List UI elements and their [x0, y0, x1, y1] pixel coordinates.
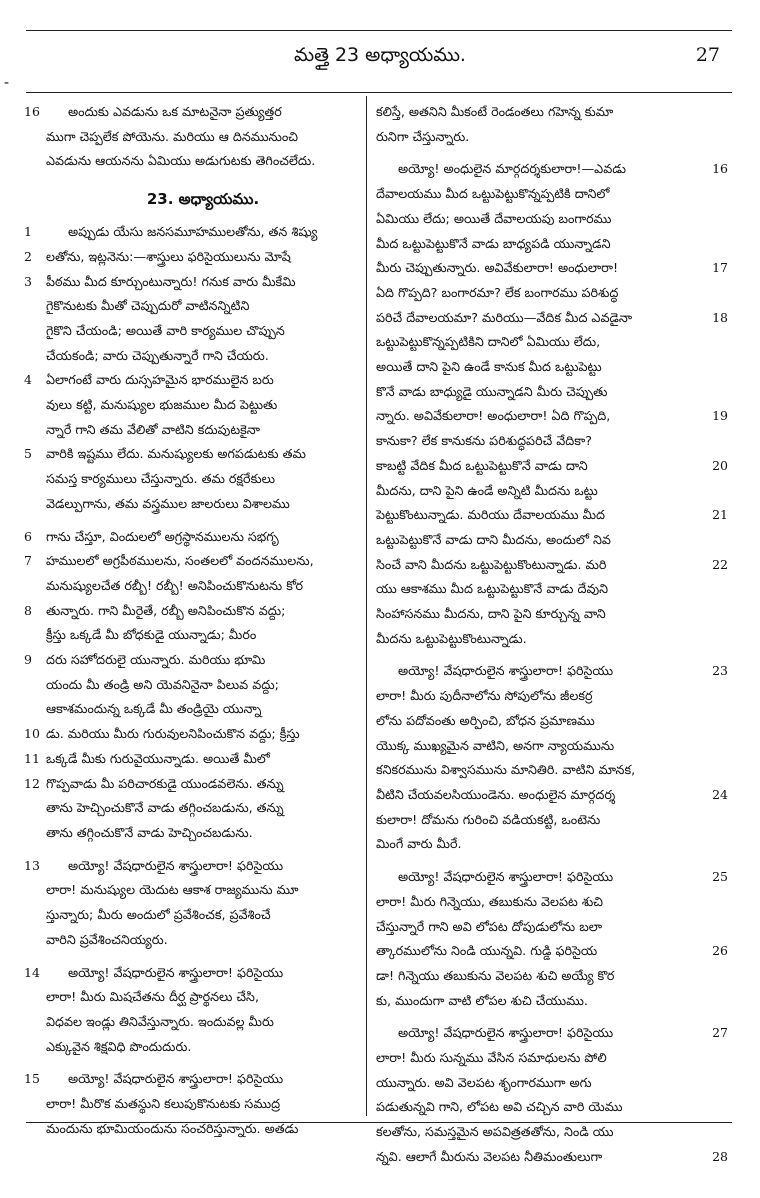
text-line: మనుష్యులచేత రబ్బీ! రబ్బీ! అనిపించుకొనుటను కోర [46, 577, 304, 593]
text-line: ఒట్టుపెట్టుకొనే వాడు దాని మీదను, అందులో నివ [376, 531, 611, 547]
text-line [24, 961, 360, 986]
text-line: వెడల్పుగాను, తమ వస్త్రముల జాలరులు విశాలము [46, 495, 290, 511]
verse-number: 4 [24, 372, 32, 388]
line-text: పెట్టుకొంటున్నాడు. మరియు దేవాలయము మీద [376, 507, 605, 523]
verse-number: 17 [712, 260, 728, 276]
line-text: వారికి ఇష్టము లేదు. మనుష్యులకు అగపడుటకు తమ [46, 446, 306, 462]
line-text: అప్పుడు యేసు జనసమూహములతోను, తన శిష్యు [68, 224, 318, 240]
line-text: మీరు చెప్పుతున్నారు. అవివేకులారా! అంధులారా! [376, 260, 619, 276]
verse-number: 22 [712, 556, 728, 572]
header-bottom-rule [26, 92, 732, 93]
left-margin-mark: - [4, 75, 10, 91]
text-line: వారిని ప్రవేశించనియ్యరు. [46, 931, 168, 947]
line-text: అయ్యో! వేషధారులైన శాస్త్రులారా! ఫరిసైయు [68, 1071, 284, 1087]
text-line [24, 245, 360, 270]
paragraph [24, 220, 360, 516]
text-line: కానుకా? లేక కానుకను పరిశుద్ధపరిచే వేదికా? [376, 433, 592, 449]
line-text: డు. మరియు మీరు గురువులనిపించుకొన వద్దు; క్రీస్తు [46, 726, 300, 742]
text-line [24, 549, 360, 574]
text-line: గైకొని చేయండి; అయితే వారి కార్యముల చొప్పున [46, 322, 285, 338]
right-column [376, 100, 728, 1178]
text-line [376, 503, 728, 528]
verse-number: 25 [712, 869, 728, 885]
paragraph [24, 1067, 360, 1141]
text-line [376, 783, 728, 808]
text-line: యందు మీ తండ్రి అని యెవనినైనా పిలువ వద్దు; [46, 676, 279, 692]
verse-number: 26 [712, 943, 728, 959]
text-line [376, 157, 728, 182]
column-divider [366, 96, 367, 1116]
text-line: లారా! మీరు మిషచేతను దీర్ఘ ప్రార్థనలు చేసి, [46, 989, 259, 1005]
text-line: అయితే దాని పైని ఉండే కానుక మీద ఒట్టుపెట్టు [376, 359, 602, 375]
line-text: అయ్యో! వేషధారులైన శాస్త్రులారా! ఫరిసైయు [398, 663, 614, 679]
text-line: న్నారే గాని తమ వేలితో వాటిని కదుపుటకైనా [46, 421, 260, 437]
text-line: చేస్తున్నారే గాని అవి లోపట దోపుడులోను బలా [376, 918, 603, 934]
text-line: దేవాలయము మీద ఒట్టుపెట్టుకొన్నప్పటికి దానిలో [376, 186, 610, 202]
verse-number: 19 [712, 408, 728, 424]
text-line [376, 306, 728, 331]
paragraph [24, 100, 360, 174]
text-line [24, 525, 360, 550]
text-line: మింగే వారు మీరే. [376, 836, 462, 852]
verse-number: 13 [24, 857, 40, 873]
text-line: డా! గిన్నెయు తబుకును వెలపట శుచి అయ్యే కొర [376, 967, 615, 983]
text-line: రునిగా చేస్తున్నారు. [376, 128, 470, 144]
text-line: మీద ఒట్టుపెట్టుకొనే వాడు బాధ్యపడి యున్నాడని [376, 235, 611, 251]
verse-number: 10 [24, 726, 40, 742]
line-text: న్నారు. అవివేకులారా! అంధులారా! ఏది గొప్పది, [376, 408, 611, 424]
text-line: ఎక్కువైన శిక్షవిధి పొందుదురు. [46, 1038, 192, 1054]
text-line: ఏది గొప్పది? బంగారమా? లేక బంగారము పరిశుద్ధ [376, 284, 619, 300]
text-line [24, 270, 360, 295]
text-line [24, 442, 360, 467]
text-line: మీదను, దాని పైని ఉండే అన్నిటి మీదను ఒట్టు [376, 482, 598, 498]
line-text: ఏలాగంటే వారు దుస్సహమైన భారములైన బరు [46, 372, 274, 388]
text-line [376, 659, 728, 684]
text-line: కులారా! దోమను గురించి వడియకట్టి, ఒంటెను [376, 811, 601, 827]
page-title: మత్తై 23 అధ్యాయము. [294, 44, 466, 66]
text-line: లారా! మీరు గిన్నెయు, తబుకును వెలపట శుచి [376, 893, 603, 909]
verse-number: 16 [712, 161, 728, 177]
verse-number: 1 [24, 224, 32, 240]
line-text: గొప్పవాడు మీ పరిచారకుడై యుండవలెను. తన్ను [46, 775, 284, 791]
text-line [376, 939, 728, 964]
line-text: పీఠము మీద కూర్చుంటున్నారు! గనుక వారు మీకేమి [46, 273, 296, 289]
text-line: లారా! మీరు పుదీనాలోను సోపులోను జీలకర్ర [376, 688, 593, 704]
page-number: 27 [695, 44, 720, 66]
line-text: అయ్యో! వేషధారులైన శాస్త్రులారా! ఫరిసైయు [398, 1025, 614, 1041]
verse-number: 15 [24, 1071, 40, 1087]
text-line: మందును భూమియందును సంచరిస్తున్నారు. అతడు [46, 1120, 299, 1136]
text-line [376, 454, 728, 479]
verse-number: 7 [24, 553, 32, 569]
text-line [376, 865, 728, 890]
paragraph [376, 1021, 728, 1169]
verse-number: 3 [24, 273, 32, 289]
text-line: యొక్క ముఖ్యమైన వాటిని, అనగా న్యాయమును [376, 737, 615, 753]
text-line: సింహాసనము మీదను, దాని పైని కూర్చున్న వాని [376, 606, 606, 622]
line-text: వీటిని చేయవలసియుండెను. అంధులైన మార్గదర్శ [376, 786, 616, 802]
text-line [24, 747, 360, 772]
line-text: సించే వాని మీదను ఒట్టుపెట్టుకొంటున్నాడు. మరి [376, 556, 607, 572]
paragraph [376, 100, 702, 149]
line-text: అందుకు ఎవడును ఒక మాటనైనా ప్రత్యుత్తర [68, 104, 282, 119]
verse-number: 14 [24, 964, 40, 980]
text-line [24, 648, 360, 673]
text-line [24, 1067, 360, 1092]
text-line [376, 553, 728, 578]
text-line [24, 599, 360, 624]
text-line: గైకొనుటకు మీతో చెప్పుదురో వాటినన్నిటిని [46, 298, 250, 314]
text-line [376, 1021, 728, 1046]
verse-number: 11 [24, 750, 40, 766]
text-line: వులు కట్టి, మనుష్యుల భుజముల మీద పెట్టుతు [46, 397, 278, 413]
line-text: అయ్యో! వేషధారులైన శాస్త్రులారా! ఫరిసైయు [398, 869, 614, 885]
line-text: అయ్యో! వేషధారులైన శాస్త్రులారా! ఫరిసైయు [68, 857, 284, 873]
text-line: ఏమియు లేదు; అయితే దేవాలయపు బంగారము [376, 210, 612, 226]
line-text: అయ్యో! వేషధారులైన శాస్త్రులారా! ఫరిసైయు [68, 964, 284, 980]
verse-number: 9 [24, 652, 32, 668]
text-line: ముగా చెప్పలేక పోయెను. మరియు ఆ దినమునుంచి [46, 128, 299, 144]
left-column [24, 100, 360, 1149]
text-line: మీదను ఒట్టుపెట్టుకొంటున్నాడు. [376, 630, 527, 646]
verse-number: 28 [712, 1148, 728, 1164]
verse-number: 20 [712, 457, 728, 473]
text-line [24, 772, 360, 797]
text-line [376, 256, 728, 281]
text-line: విధవల ఇండ్లు తినివేస్తున్నారు. ఇందువల్ల మీరు [46, 1013, 274, 1029]
text-line [24, 368, 360, 393]
verse-number: 27 [712, 1025, 728, 1041]
text-line [376, 1145, 728, 1170]
paragraph [24, 525, 360, 846]
text-line: లారా! మీరు సున్నము వేసిన సమాధులను పోలి [376, 1050, 607, 1066]
text-line: యున్నారు. అవి వెలపట శృంగారముగా అగు [376, 1074, 592, 1090]
text-line: ఆకాశమందున్న ఒక్కడే మీ తండ్రియై యున్నా [46, 701, 262, 717]
text-line: క్రీస్తు ఒక్కడే మీ బోధకుడై యున్నాడు; మీరం [46, 627, 257, 643]
line-text: ఒక్కడే మీకు గురువైయున్నాడు. అయితే మీలో [46, 750, 270, 766]
text-line: సమస్త కార్యములు చేస్తున్నారు. తమ రక్షరేకులు [46, 471, 275, 487]
chapter-heading: 23. అధ్యాయము. [146, 190, 260, 209]
text-line: లోను పదోవంతు అర్పించి, బోధన ప్రమాణము [376, 712, 595, 728]
text-line: తాను హెచ్చించుకొనే వాడు తగ్గించబడును, తన్ను [46, 800, 284, 816]
line-text: గాను చేస్తూ, విందులలో అగ్రస్థానములను సభగృ [46, 528, 279, 544]
text-line [24, 722, 360, 747]
text-line: ఎవడును ఆయనను ఏమియు అడుగుటకు తెగించలేదు. [46, 153, 316, 169]
paragraph [376, 157, 728, 651]
line-text: న్నవి. ఆలాగే మీరును వెలపట నీతిమంతులుగా [376, 1148, 603, 1164]
paragraph [376, 659, 728, 857]
text-line: చేయకండి; వారు చెప్పుతున్నారే గాని చేయరు. [46, 347, 269, 363]
line-text: కాబట్టి వేదిక మీద ఒట్టుపెట్టుకొనే వాడు దాని [376, 457, 588, 473]
text-line: కు, ముందుగా వాటి లోపల శుచి చేయుము. [376, 992, 588, 1008]
text-line: కనికరమును విశ్వాసమును మానితిరి. వాటిని మానక, [376, 762, 636, 778]
verse-number: 6 [24, 528, 32, 544]
text-line: స్తున్నారు; మీరు అందులో ప్రవేశించక, ప్రవేశించే [46, 907, 271, 923]
line-text: తున్నారు. గాని మీరైతే, రబ్బీ అనిపించుకొన వద్దు; [46, 602, 286, 618]
text-line [24, 100, 360, 125]
line-text: అయ్యో! అంధులైన మార్గదర్శకులారా!—ఎవడు [398, 161, 626, 177]
verse-number: 18 [712, 309, 728, 325]
text-line: యు ఆకాశము మీద ఒట్టుపెట్టుకొనే వాడు దేవుని [376, 581, 609, 597]
verse-number: 5 [24, 446, 32, 462]
text-line [24, 220, 360, 245]
line-text: హములలో అగ్రపీఠములను, సంతలలో వందనములను, [46, 553, 314, 569]
verse-number: 8 [24, 602, 32, 618]
line-text: దరు సహోదరులై యున్నారు. మరియు భూమి [46, 652, 266, 668]
text-line: లారా! మీరొక మతస్థుని కలుపుకొనుటకు సముద్ర [46, 1096, 281, 1112]
line-text: పరిచే దేవాలయమా? మరియు—వేదిక మీద ఎవడైనా [376, 309, 633, 325]
text-line: కలతోను, సమస్తమైన అపవిత్రతతోను, నిండి యు [376, 1124, 614, 1140]
text-line: ఒట్టుపెట్టుకొన్నప్పటికిని దానిలో ఏమియు లేదు, [376, 334, 601, 350]
paragraph [376, 865, 728, 1013]
paragraph [24, 961, 360, 1060]
verse-number: 16 [24, 104, 40, 119]
text-line [24, 854, 360, 879]
header-top-rule [26, 30, 732, 31]
text-line: కొనే వాడు బాధ్యుడై యున్నాడని మీరు చెప్పుతు [376, 383, 608, 399]
text-line: కలిస్తే, అతనిని మీకంటే రెండంతలు గహెన్న కుమా [376, 104, 614, 119]
verse-number: 2 [24, 248, 32, 264]
text-line: లారా! మనుష్యుల యెదుట ఆకాశ రాజ్యమును మూ [46, 882, 299, 898]
verse-number: 24 [712, 786, 728, 802]
verse-number: 12 [24, 775, 40, 791]
paragraph [24, 854, 360, 953]
verse-number: 21 [712, 507, 728, 523]
text-line: పడుతున్నవి గాని, లోపట అవి చచ్చిన వారి యెము [376, 1099, 623, 1115]
verse-number: 23 [712, 663, 728, 679]
text-line [376, 404, 728, 429]
text-line: తాను తగ్గించుకొనే వాడు హెచ్చించబడును. [46, 824, 253, 840]
line-text: లతోను, ఇట్లనెను:—శాస్త్రులు ఫరిసైయులును మోషే [46, 248, 291, 264]
line-text: త్కారములోను నిండి యున్నవి. గుడ్డి ఫరిసైయ [376, 943, 598, 959]
